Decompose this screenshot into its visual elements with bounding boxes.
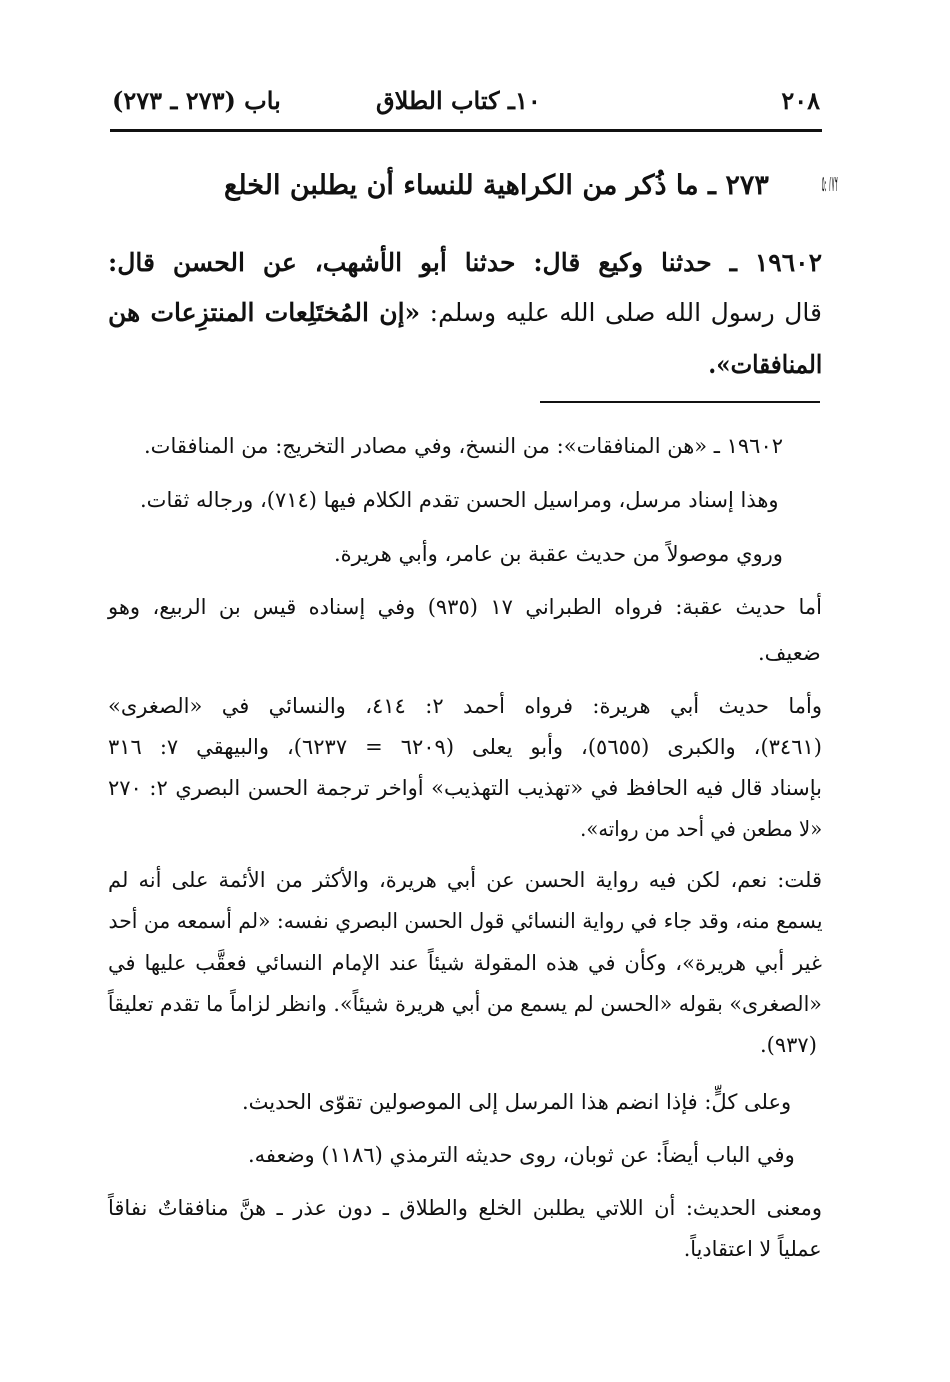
page-number: ٢٠٨: [781, 86, 820, 115]
footnote-line: ضعيف.: [758, 641, 821, 665]
margin-reference: ٥: ٢٧١: [822, 172, 839, 197]
footnote-line: بإسناد قال فيه الحافظ في «تهذيب التهذيب» أواخر ترجمة الحسن البصري ٢: ٢٧٠: [108, 776, 823, 800]
footnote-line: وهذا إسناد مرسل، ومراسيل الحسن تقدم الكلام فيها (٧١٤)، ورجاله ثقات.: [140, 488, 779, 512]
book-title: ١٠ـ كتاب الطلاق: [376, 86, 541, 115]
footnote-line: وروي موصولاً من حديث عقبة بن عامر، وأبي هريرة.: [334, 542, 783, 566]
footnote-line: ومعنى الحديث: أن اللاتي يطلبن الخلع والطلاق ـ دون عذر ـ هنَّ منافقاتٌ نفاقاً: [108, 1196, 823, 1220]
header-rule: [110, 129, 822, 132]
footnote-line: غير أبي هريرة»، وكأن في هذه المقولة شيئاً عند الإمام النسائي فعقَّب عليها في: [108, 951, 822, 975]
footnote-line: وأما حديث أبي هريرة: فرواه أحمد ٢: ٤١٤، والنسائي في «الصغرى»: [108, 694, 823, 718]
footnote-line: وعلى كلٍّ: فإذا انضم هذا المرسل إلى الموصولين تقوّى الحديث.: [242, 1090, 792, 1114]
hadith-line: [108, 298, 822, 327]
footnote-separator: [540, 401, 820, 403]
footnote-line: «لا مطعن في أحد من رواته».: [580, 817, 822, 841]
footnote-line: عملياً لا اعتقادياً.: [684, 1237, 822, 1261]
footnote-line: (٣٤٦١)، والكبرى (٥٦٥٥)، وأبو يعلى (٦٢٠٩ = ٦٢٣٧)، والبيهقي ٧: ٣١٦: [108, 735, 822, 759]
hadith-text: قال رسول الله صلى الله عليه وسلم:: [420, 298, 822, 327]
footnote-line: (٩٣٧).: [760, 1033, 817, 1057]
hadith-line: المنافقات».: [707, 350, 822, 379]
footnote-line: «الصغرى» بقوله «الحسن لم يسمع من أبي هريرة شيئاً». وانظر لزاماً ما تقدم تعليقاً: [107, 992, 822, 1016]
hadith-matn: «إن المُختَلِعات المنتزِعات هن: [108, 298, 421, 327]
chapter-title: ٢٧٣ ـ ما ذُكر من الكراهية للنساء أن يطلبن الخلع: [224, 170, 769, 201]
footnote-line: قلت: نعم، لكن فيه رواية الحسن عن أبي هريرة، والأكثر من الأئمة على أنه لم: [108, 868, 822, 892]
footnote-line: وفي الباب أيضاً: عن ثوبان، روى حديثه الترمذي (١١٨٦) وضعفه.: [248, 1143, 795, 1167]
hadith-line: ١٩٦٠٢ ـ حدثنا وكيع قال: حدثنا أبو الأشهب، عن الحسن قال:: [108, 248, 823, 277]
footnote-line: يسمع منه، وقد جاء في رواية النسائي قول الحسن البصري نفسه: «لم أسمعه من أحد: [108, 909, 822, 933]
footnote-line: ١٩٦٠٢ ـ «هن المنافقات»: من النسخ، وفي مصادر التخريج: من المنافقات.: [144, 434, 784, 458]
footnote-line: أما حديث عقبة: فرواه الطبراني ١٧ (٩٣٥) وفي إسناده قيس بن الربيع، وهو: [108, 595, 822, 619]
bab-range: باب (٢٧٣ ـ ٢٧٣): [112, 86, 281, 115]
